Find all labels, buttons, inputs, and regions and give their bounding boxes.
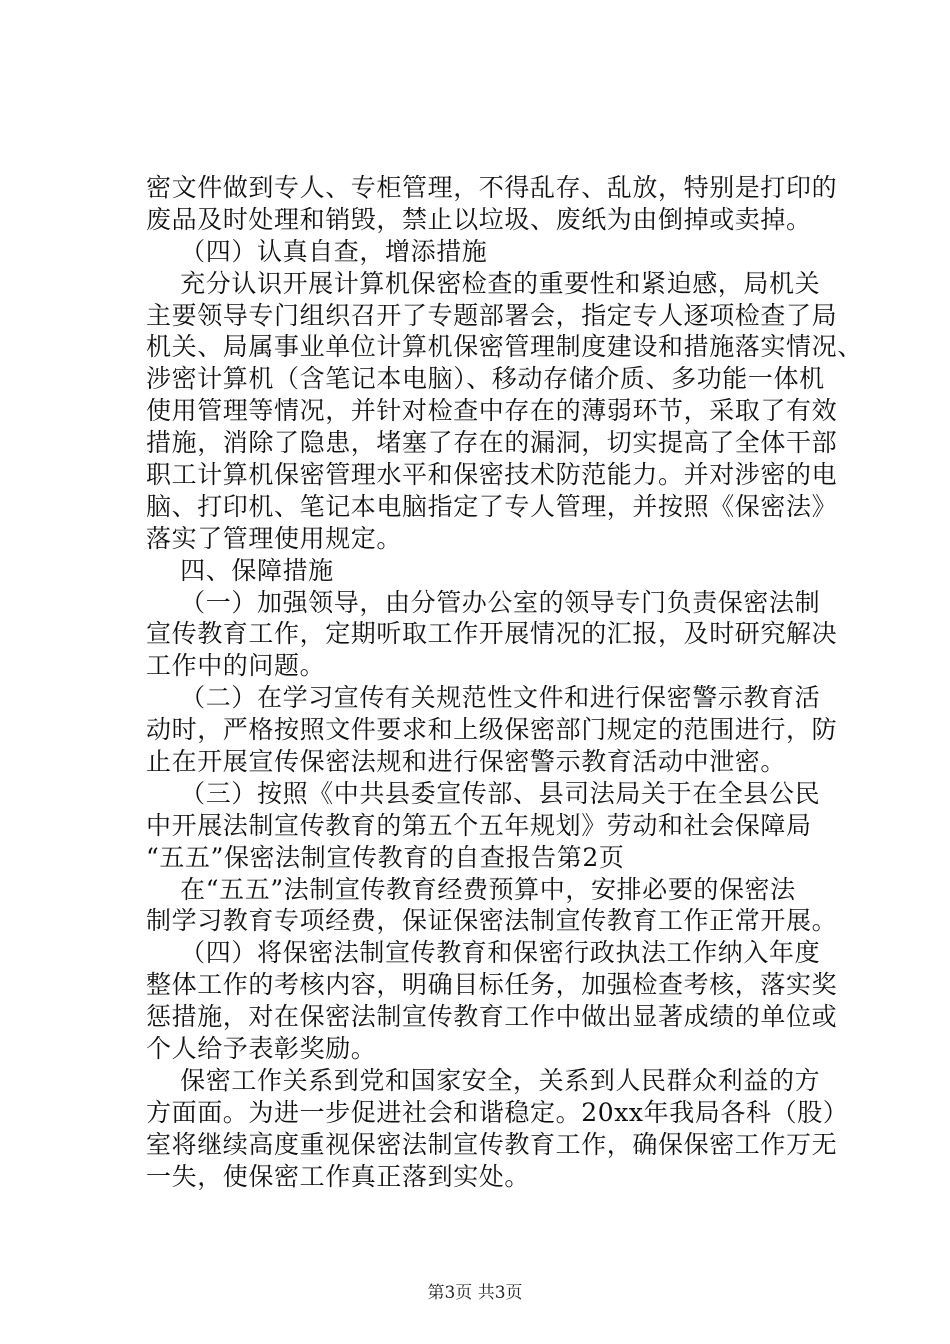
text-line: 惩措施，对在保密法制宣传教育工作中做出显著成绩的单位或 — [146, 1002, 838, 1032]
text-line: 废品及时处理和销毁，禁止以垃圾、废纸为由倒掉或卖掉。 — [146, 204, 812, 234]
text-line: 措施，消除了隐患，堵塞了存在的漏洞，切实提高了全体干部 — [146, 428, 838, 458]
text-line: 动时，严格按照文件要求和上级保密部门规定的范围进行，防 — [146, 715, 838, 745]
text-line: 宣传教育工作，定期听取工作开展情况的汇报，及时研究解决 — [146, 619, 838, 649]
text-line: 室将继续高度重视保密法制宣传教育工作，确保保密工作万无 — [146, 1129, 838, 1159]
document-body — [146, 172, 863, 1193]
text-line: 落实了管理使用规定。 — [146, 523, 403, 553]
text-line: 个人给予表彰奖励。 — [146, 1034, 377, 1064]
section-heading: 四、保障措施 — [146, 555, 334, 585]
text-line: 一失，使保密工作真正落到实处。 — [146, 1161, 531, 1191]
text-line: （一）加强领导，由分管办公室的领导专门负责保密法制 — [146, 587, 821, 617]
text-line: “五五”保密法制宣传教育的自查报告第2页 — [146, 842, 625, 872]
text-line: 中开展法制宣传教育的第五个五年规划》劳动和社会保障局 — [146, 810, 812, 840]
text-line: 止在开展宣传保密法规和进行保密警示教育活动中泄密。 — [146, 747, 787, 777]
text-line: （三）按照《中共县委宣传部、县司法局关于在全县公民 — [146, 778, 821, 808]
text-line: 制学习教育专项经费，保证保密法制宣传教育工作正常开展。 — [146, 906, 838, 936]
text-line: 整体工作的考核内容，明确目标任务，加强检查考核，落实奖 — [146, 970, 838, 1000]
text-line: 在“五五”法制宣传教育经费预算中，安排必要的保密法 — [146, 874, 796, 904]
text-line: 机关、局属事业单位计算机保密管理制度建设和措施落实情况、 — [146, 332, 863, 362]
text-line: 职工计算机保密管理水平和保密技术防范能力。并对涉密的电 — [146, 460, 838, 490]
text-line: 方面面。为进一步促进社会和谐稳定。20xx年我局各科（股） — [146, 1097, 849, 1127]
text-line: （二）在学习宣传有关规范性文件和进行保密警示教育活 — [146, 683, 821, 713]
text-line: 使用管理等情况，并针对检查中存在的薄弱环节，采取了有效 — [146, 396, 838, 426]
text-line: 涉密计算机（含笔记本电脑）、移动存储介质、多功能一体机 — [146, 364, 825, 394]
text-line: 密文件做到专人、专柜管理，不得乱存、乱放，特别是打印的 — [146, 173, 838, 202]
text-line: 保密工作关系到党和国家安全，关系到人民群众利益的方 — [146, 1065, 821, 1095]
page-number-label: 第3页 共3页 — [427, 1283, 523, 1303]
text-line: 工作中的问题。 — [146, 651, 326, 681]
text-line: （四）将保密法制宣传教育和保密行政执法工作纳入年度 — [146, 938, 821, 968]
text-line: 主要领导专门组织召开了专题部署会，指定专人逐项检查了局 — [146, 300, 838, 330]
text-line: 充分认识开展计算机保密检查的重要性和紧迫感，局机关 — [146, 268, 821, 298]
page-footer — [0, 1278, 950, 1303]
text-line: 脑、打印机、笔记本电脑指定了专人管理，并按照《保密法》 — [146, 491, 838, 521]
section-heading: （四）认真自查，增添措施 — [146, 236, 488, 266]
